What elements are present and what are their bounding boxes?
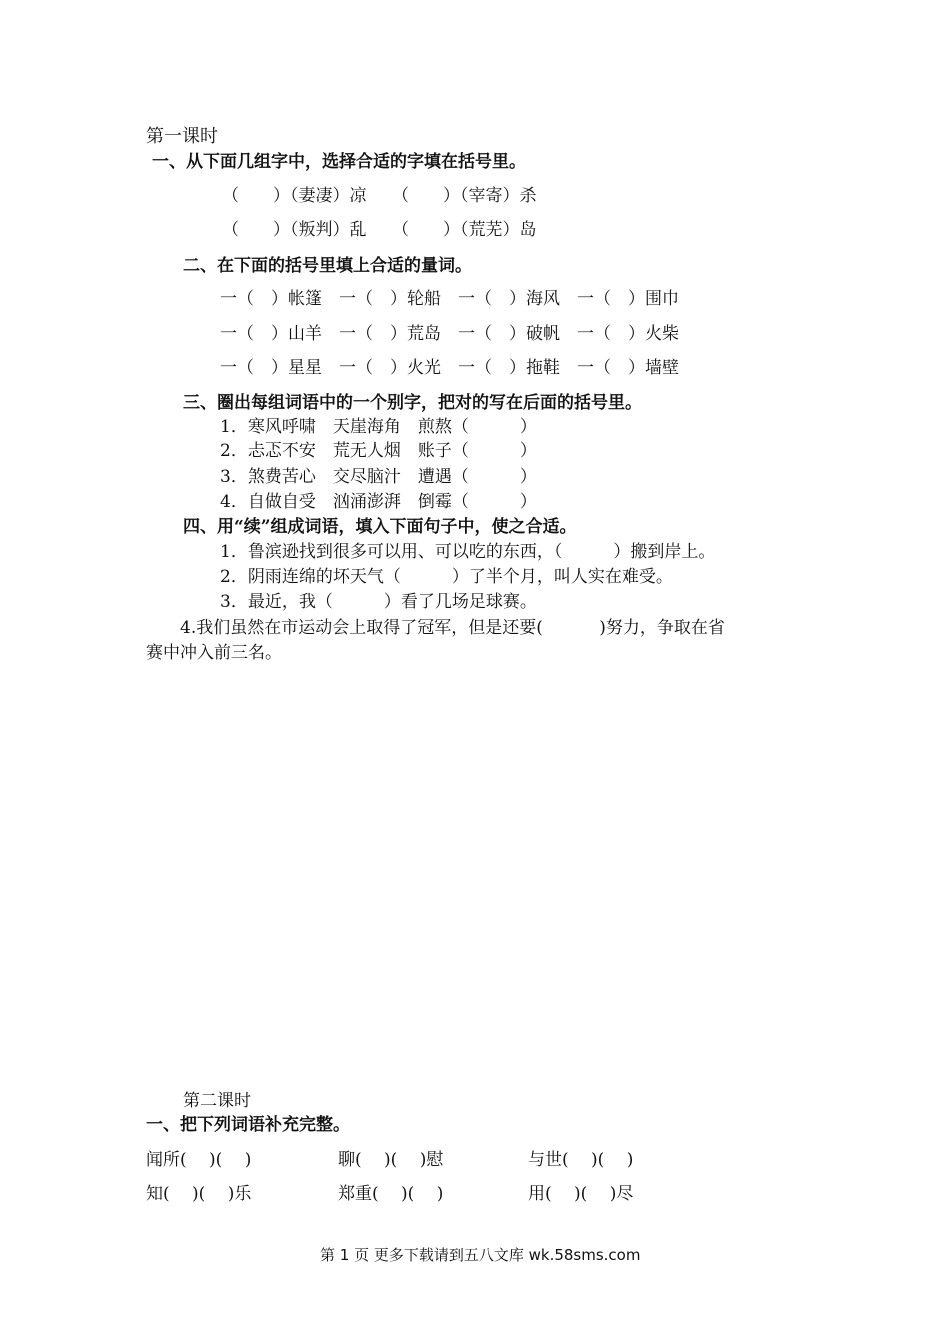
l2-fill-item: 知( )( )乐 — [146, 1184, 252, 1204]
l2-fill-item: 与世( )( ) — [528, 1150, 634, 1170]
l1-section2-heading: 二、在下面的括号里填上合适的量词。 — [183, 256, 472, 276]
l1-section3-heading: 三、圈出每组词语中的一个别字，把对的写在后面的括号里。 — [183, 393, 642, 413]
l1-s2-row: 一（ ）山羊 一（ ）荒岛 一（ ）破帆 一（ ）火柴 — [220, 324, 679, 344]
lesson1-title: 第一课时 — [146, 126, 218, 147]
l2-fill-item: 聊( )( )慰 — [338, 1150, 444, 1170]
l1-s3-row: 2．忐忑不安 荒无人烟 账子（ ） — [220, 441, 537, 461]
l1-section4-heading: 四、用“续”组成词语，填入下面句子中，使之合适。 — [183, 517, 577, 537]
l1-s4-row4-line1: 4.我们虽然在市运动会上取得了冠军，但是还要( )努力，争取在省 — [180, 618, 725, 638]
l1-s4-row: 3．最近，我（ ）看了几场足球赛。 — [220, 592, 537, 612]
l1-section1-heading: 一、从下面几组字中，选择合适的字填在括号里。 — [152, 152, 526, 172]
l1-s3-row: 3．煞费苦心 交尽脑汁 遭遇（ ） — [220, 467, 537, 487]
l1-s4-row4-line2: 赛中冲入前三名。 — [146, 643, 282, 663]
l1-s1-row: （ ）（妻凄）凉 （ ）（宰寄）杀 — [222, 186, 537, 206]
l1-s2-row: 一（ ）帐篷 一（ ）轮船 一（ ）海风 一（ ）围巾 — [220, 289, 679, 309]
l1-s4-row: 2．阴雨连绵的坏天气（ ）了半个月，叫人实在难受。 — [220, 567, 673, 587]
l2-fill-item: 闻所( )( ) — [146, 1150, 252, 1170]
l1-s3-row: 1．寒风呼啸 天崖海角 煎熬（ ） — [220, 417, 537, 437]
l2-fill-item: 用( )( )尽 — [528, 1184, 634, 1204]
l1-s1-row: （ ）（叛判）乱 （ ）（荒芜）岛 — [222, 220, 537, 240]
l2-section1-heading: 一、把下列词语补充完整。 — [146, 1115, 350, 1135]
l1-s2-row: 一（ ）星星 一（ ）火光 一（ ）拖鞋 一（ ）墙壁 — [220, 358, 679, 378]
l1-s4-row: 1．鲁滨逊找到很多可以用、可以吃的东西，（ ）搬到岸上。 — [220, 542, 716, 562]
lesson2-title: 第二课时 — [183, 1091, 251, 1111]
l2-fill-item: 郑重( )( ) — [338, 1184, 444, 1204]
page-footer: 第 1 页 更多下载请到五八文库 wk.58sms.com — [320, 1246, 641, 1264]
l1-s3-row: 4．自做自受 汹涌澎湃 倒霉（ ） — [220, 492, 537, 512]
